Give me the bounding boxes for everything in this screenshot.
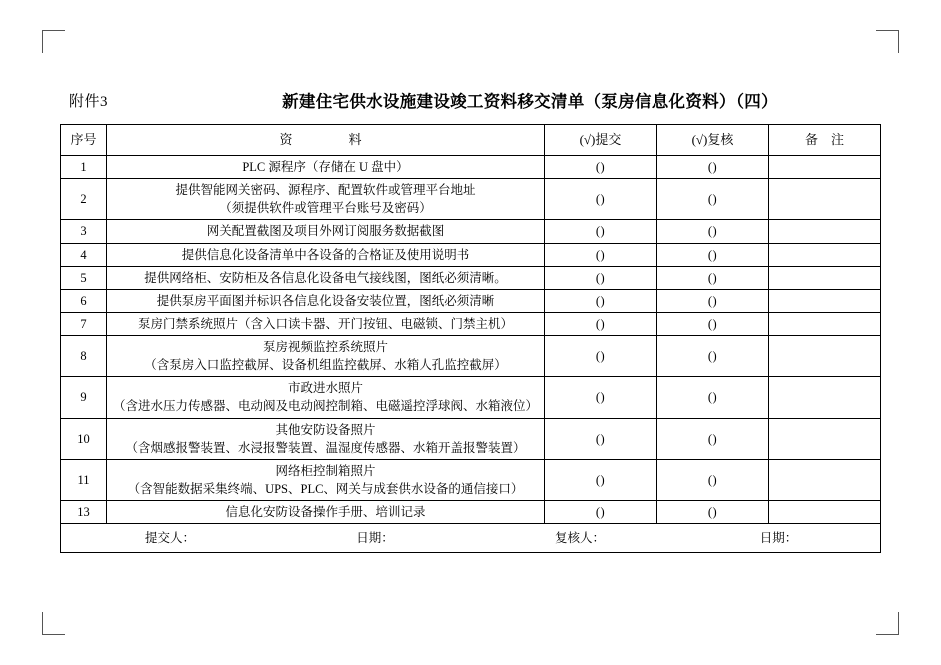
signature-row — [61, 524, 881, 553]
column-header-no: 序号 — [61, 125, 107, 156]
table-row — [61, 312, 881, 335]
row-review-check[interactable]: () — [657, 289, 769, 312]
row-material-line1: 泵房视频监控系统照片 — [262, 340, 388, 354]
document-content — [60, 86, 880, 553]
row-submit-check[interactable]: () — [545, 266, 657, 289]
row-remark[interactable] — [769, 418, 881, 459]
table-row — [61, 243, 881, 266]
row-remark[interactable] — [769, 289, 881, 312]
row-remark[interactable] — [769, 312, 881, 335]
row-material-line2: （含泵房入口监控截屏、设备机组监控截屏、水箱人孔监控截屏） — [144, 358, 507, 373]
crop-mark-bottom-right — [876, 612, 899, 635]
row-submit-check[interactable]: () — [545, 336, 657, 377]
crop-mark-bottom-left — [42, 612, 65, 635]
signature-cell — [61, 524, 881, 553]
row-review-check[interactable]: () — [657, 243, 769, 266]
table-row — [61, 156, 881, 179]
column-header-review: (√)复核 — [657, 125, 769, 156]
row-material — [107, 501, 545, 524]
table-row — [61, 336, 881, 377]
row-material — [107, 179, 545, 220]
row-remark[interactable] — [769, 179, 881, 220]
row-material-line2: （含烟感报警装置、水浸报警装置、温湿度传感器、水箱开盖报警装置） — [125, 440, 526, 455]
row-remark[interactable] — [769, 459, 881, 500]
reviewer-date-label: 日期： — [759, 531, 798, 546]
crop-mark-top-left — [42, 30, 65, 53]
row-number: 4 — [61, 243, 107, 266]
row-material-line2: （含智能数据采集终端、UPS、PLC、网关与成套供水设备的通信接口） — [127, 481, 524, 496]
row-remark[interactable] — [769, 243, 881, 266]
table-row — [61, 289, 881, 312]
column-header-remark: 备 注 — [769, 125, 881, 156]
row-number: 10 — [61, 418, 107, 459]
row-submit-check[interactable]: () — [545, 418, 657, 459]
row-material — [107, 336, 545, 377]
row-material — [107, 418, 545, 459]
row-remark[interactable] — [769, 336, 881, 377]
row-submit-check[interactable]: () — [545, 289, 657, 312]
row-submit-check[interactable]: () — [545, 312, 657, 335]
row-review-check[interactable]: () — [657, 377, 769, 418]
row-review-check[interactable]: () — [657, 459, 769, 500]
submitter-label: 提交人： — [144, 531, 195, 546]
row-material-line1: 信息化安防设备操作手册、培训记录 — [225, 505, 426, 519]
submitter-date-label: 日期： — [356, 531, 394, 546]
row-material — [107, 312, 545, 335]
row-material-line1: 提供泵房平面图并标识各信息化设备安装位置，图纸必须清晰 — [156, 293, 495, 308]
row-material — [107, 220, 545, 243]
table-row — [61, 459, 881, 500]
row-material-line1: 提供网络柜、安防柜及各信息化设备电气接线图，图纸必须清晰。 — [144, 270, 507, 285]
row-submit-check[interactable]: () — [545, 156, 657, 179]
row-material — [107, 243, 545, 266]
row-material — [107, 266, 545, 289]
page-title: 新建住宅供水设施建设竣工资料移交清单（泵房信息化资料）（四） — [282, 92, 778, 111]
row-number: 11 — [61, 459, 107, 500]
row-submit-check[interactable]: () — [545, 501, 657, 524]
row-material-line1: 网关配置截图及项目外网订阅服务数据截图 — [206, 224, 445, 239]
reviewer-label: 复核人： — [554, 531, 605, 546]
row-material-line2: （须提供软件或管理平台账号及密码） — [219, 201, 432, 216]
row-material-line1: 其他安防设备照片 — [275, 422, 376, 437]
row-review-check[interactable]: () — [657, 220, 769, 243]
column-header-material: 资 料 — [107, 125, 545, 156]
document-header — [60, 86, 880, 120]
table-row — [61, 266, 881, 289]
table-header-row — [61, 125, 881, 156]
row-submit-check[interactable]: () — [545, 179, 657, 220]
row-remark[interactable] — [769, 156, 881, 179]
row-remark[interactable] — [769, 220, 881, 243]
row-material — [107, 377, 545, 418]
handover-checklist-table — [60, 124, 881, 553]
row-number: 7 — [61, 312, 107, 335]
table-row — [61, 501, 881, 524]
row-number: 1 — [61, 156, 107, 179]
row-review-check[interactable]: () — [657, 312, 769, 335]
row-material-line1: 提供智能网关密码、源程序、配置软件或管理平台地址 — [175, 183, 476, 198]
row-review-check[interactable]: () — [657, 501, 769, 524]
row-remark[interactable] — [769, 501, 881, 524]
row-review-check[interactable]: () — [657, 156, 769, 179]
table-row — [61, 220, 881, 243]
column-header-submit: (√)提交 — [545, 125, 657, 156]
table-row — [61, 377, 881, 418]
row-remark[interactable] — [769, 266, 881, 289]
row-material-line1: PLC 源程序（存储在 U 盘中） — [242, 160, 409, 174]
row-material — [107, 459, 545, 500]
row-review-check[interactable]: () — [657, 179, 769, 220]
crop-mark-top-right — [876, 30, 899, 53]
row-remark[interactable] — [769, 377, 881, 418]
row-number: 13 — [61, 501, 107, 524]
row-material-line1: 网络柜控制箱照片 — [275, 463, 376, 478]
row-submit-check[interactable]: () — [545, 243, 657, 266]
row-number: 5 — [61, 266, 107, 289]
row-material — [107, 156, 545, 179]
row-review-check[interactable]: () — [657, 336, 769, 377]
attachment-label: 附件3 — [69, 94, 109, 110]
row-number: 3 — [61, 220, 107, 243]
row-review-check[interactable]: () — [657, 266, 769, 289]
row-submit-check[interactable]: () — [545, 220, 657, 243]
row-submit-check[interactable]: () — [545, 459, 657, 500]
row-material-line1: 提供信息化设备清单中各设备的合格证及使用说明书 — [181, 247, 470, 262]
row-material-line1: 泵房门禁系统照片（含入口读卡器、开门按钮、电磁锁、门禁主机） — [137, 316, 513, 331]
row-review-check[interactable]: () — [657, 418, 769, 459]
row-material-line1: 市政进水照片 — [287, 381, 363, 396]
row-number: 9 — [61, 377, 107, 418]
table-row — [61, 179, 881, 220]
row-number: 8 — [61, 336, 107, 377]
row-number: 6 — [61, 289, 107, 312]
row-material-line2: （含进水压力传感器、电动阀及电动阀控制箱、电磁遥控浮球阀、水箱液位） — [112, 399, 538, 414]
table-row — [61, 418, 881, 459]
row-number: 2 — [61, 179, 107, 220]
row-material — [107, 289, 545, 312]
row-submit-check[interactable]: () — [545, 377, 657, 418]
